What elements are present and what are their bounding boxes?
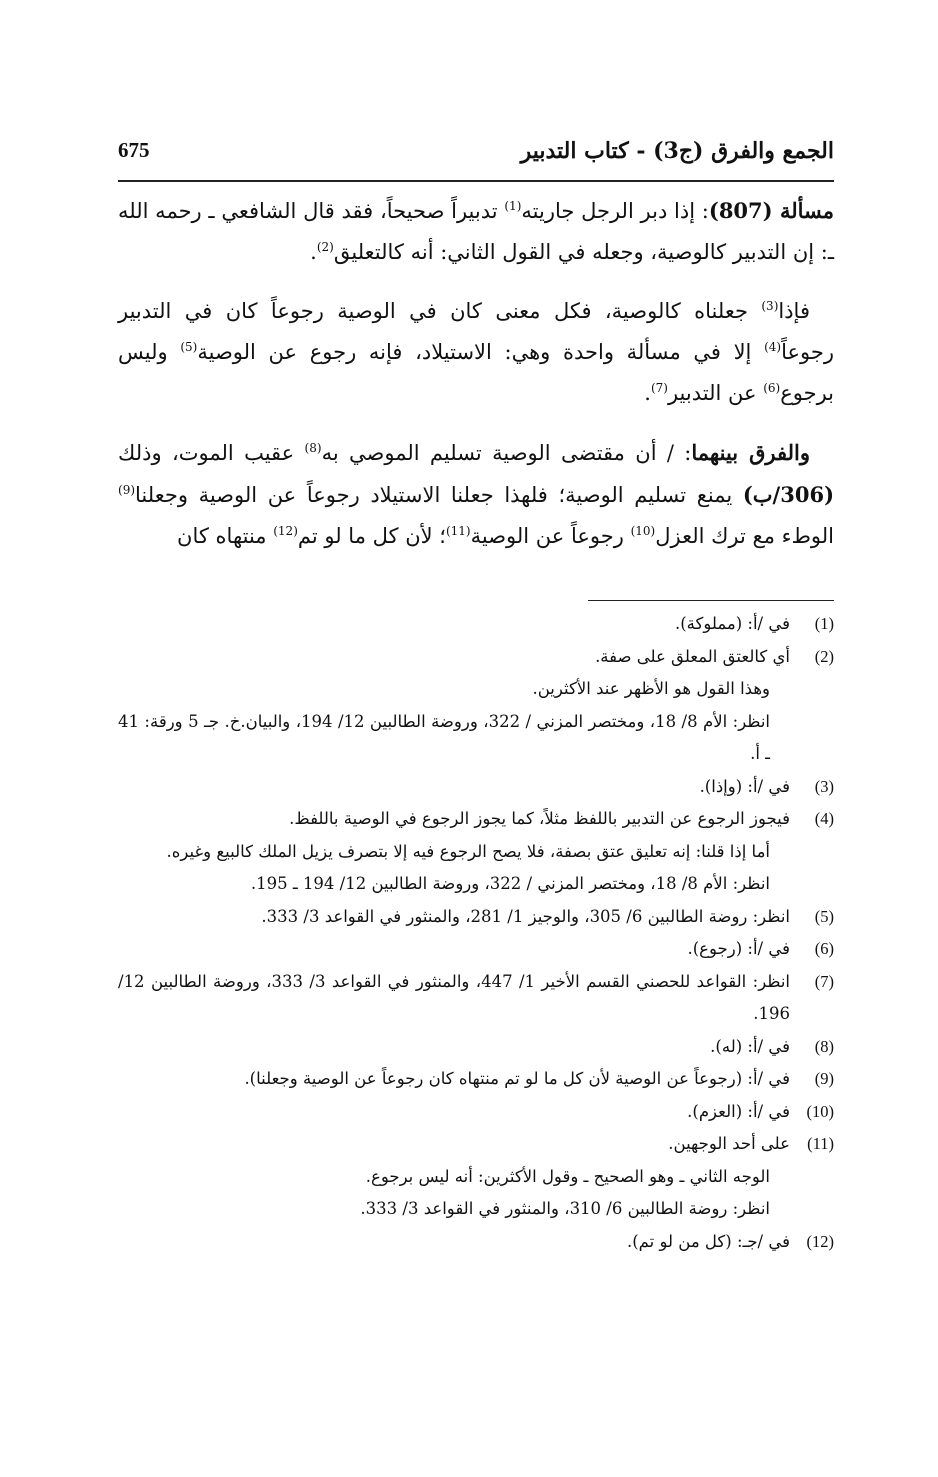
footnote-number: (10) <box>806 1101 834 1121</box>
text-run: وليس برجوع <box>118 340 834 405</box>
footnote-line: في /أ: (له). <box>710 1036 790 1056</box>
footnote <box>118 901 834 934</box>
footnote-ref: (1) <box>504 199 522 213</box>
footnote-ref: (4) <box>764 340 782 354</box>
footnote-line: انظر: روضة الطالبين 6/ 310، والمنثور في القواعد 3/ 333. <box>360 1199 770 1218</box>
text-run: تدبيراً صحيحاً، فقد قال الشافعي ـ رحمه الله ـ: إن التدبير كالوصية، وجعله في القول الثاني: أنه كالتعليق <box>118 199 834 264</box>
text-run: فإذا <box>778 299 810 323</box>
text-run: رجوعاً عن الوصية <box>470 524 631 548</box>
footnote-ref: (5) <box>180 340 198 354</box>
text-run: : إذا دبر الرجل جاريته <box>521 199 709 223</box>
text-run: إلا في مسألة واحدة وهي: الاستيلاد، فإنه رجوع عن الوصية <box>197 340 765 364</box>
footnote-text <box>118 901 790 934</box>
page-number: 675 <box>118 138 150 162</box>
footnote-line: في /أ: (رجوع). <box>687 939 790 958</box>
footnote-number: (8) <box>814 1036 834 1056</box>
text-run: عن التدبير <box>667 381 764 405</box>
footnote-line: انظر: الأم 8/ 18، ومختصر المزني / 322، وروضة الطالبين 12/ 194، والبيان.خ. جـ 5 ورقة: 41 ـ أ. <box>118 711 771 763</box>
footnote-ref: (10) <box>630 524 656 538</box>
footnote <box>118 966 834 1031</box>
footnote-text <box>118 771 790 804</box>
footnote-text <box>118 641 790 771</box>
footnote-ref: (2) <box>316 240 334 254</box>
footnote-text <box>118 1128 790 1226</box>
running-title: الجمع والفرق (ج3) - كتاب التدبير <box>520 138 834 164</box>
footnote-ref: (6) <box>763 381 781 395</box>
footnote <box>118 771 834 804</box>
footnote-number: (3) <box>814 776 834 796</box>
footnote-line: انظر: الأم 8/ 18، ومختصر المزني / 322، وروضة الطالبين 12/ 194 ـ 195. <box>250 874 770 893</box>
text-run: منتهاه كان <box>177 524 274 548</box>
footnote-line: وهذا القول هو الأظهر عند الأكثرين. <box>532 679 770 698</box>
paragraph-will <box>118 291 834 414</box>
footnote-line: انظر: القواعد للحصني القسم الأخير 1/ 447، والمنثور في القواعد 3/ 333، وروضة الطالبين 12/ 196. <box>118 971 791 1023</box>
text-run: . <box>644 381 651 405</box>
footnote <box>118 1226 834 1259</box>
manuscript-folio-marker: (306/ب) <box>742 482 834 507</box>
footnote <box>118 933 834 966</box>
footnote-number: (1) <box>814 614 834 633</box>
footnote-line: في /أ: (العزم). <box>687 1101 790 1121</box>
footnote-ref: (11) <box>445 524 471 538</box>
footnote-line: أي كالعتق المعلق على صفة. <box>595 646 790 666</box>
footnote-line: انظر: روضة الطالبين 6/ 305، والوجيز 1/ 281، والمنثور في القواعد 3/ 333. <box>261 906 790 926</box>
text-run: جعلناه كالوصية، فكل معنى كان في الوصية رجوعاً كان في التدبير رجوعاً <box>118 299 834 364</box>
footnote-line: في /أ: (مملوكة). <box>674 614 790 633</box>
text-run: الوطء مع ترك العزل <box>655 524 834 548</box>
footnote-line: أما إذا قلنا: إنه تعليق عتق بصفة، فلا يصح الرجوع فيه إلا بتصرف يزيل الملك كالبيع وغيره. <box>166 841 770 861</box>
footnote-text <box>118 1226 790 1259</box>
footnote-text <box>118 803 790 901</box>
footnote <box>118 608 834 641</box>
footnote-line: في /أ: (وإذا). <box>699 776 790 796</box>
footnote-number: (4) <box>814 809 834 828</box>
text-run: ؛ لأن كل ما لو تم <box>297 524 446 548</box>
issue-label: مسألة (807) <box>708 198 835 223</box>
footnote-number: (7) <box>814 971 834 991</box>
footnote-number: (11) <box>807 1134 834 1153</box>
text-run: : / أن مقتضى الوصية تسليم الموصي به <box>321 441 692 465</box>
footnote-ref: (8) <box>304 441 322 455</box>
footnote-line: على أحد الوجهين. <box>668 1134 790 1153</box>
footnotes <box>118 608 834 1258</box>
paragraph-lead: والفرق بينهما <box>691 440 810 465</box>
footnote-line: الوجه الثاني ـ وهو الصحيح ـ وقول الأكثرين: أنه ليس برجوع. <box>365 1166 770 1186</box>
footnote-number: (12) <box>806 1231 834 1251</box>
footnote <box>118 803 834 901</box>
header-rule <box>118 180 834 182</box>
footnote <box>118 1128 834 1226</box>
footnote-ref: (12) <box>273 524 298 538</box>
footnote <box>118 1063 834 1096</box>
footnote-text <box>118 1096 790 1129</box>
footnote-ref: (7) <box>650 381 668 395</box>
footnote <box>118 1096 834 1129</box>
footnote <box>118 641 834 771</box>
footnote-number: (2) <box>814 646 834 666</box>
main-text <box>118 190 834 575</box>
footnote-line: في /أ: (رجوعاً عن الوصية لأن كل ما لو تم منتهاه كان رجوعاً عن الوصية وجعلنا). <box>244 1069 790 1088</box>
footnote-number: (6) <box>814 939 834 958</box>
footnote-text <box>118 933 790 966</box>
footnote-number: (9) <box>814 1069 834 1088</box>
footnote-ref: (3) <box>761 299 779 313</box>
text-run: عقيب الموت، وذلك <box>118 441 305 465</box>
footnote-text <box>118 966 790 1031</box>
text-run: . <box>310 240 317 264</box>
footnote-text <box>118 1063 790 1096</box>
footnote-separator <box>588 600 834 601</box>
footnote-line: فيجوز الرجوع عن التدبير باللفظ مثلاً، كما يجوز الرجوع في الوصية باللفظ. <box>289 809 790 828</box>
page-header <box>118 138 834 178</box>
footnote-ref: (9) <box>118 483 136 497</box>
footnote-number: (5) <box>814 906 834 926</box>
paragraph-issue-807 <box>118 190 834 273</box>
text-run: يمنع تسليم الوصية؛ فلهذا جعلنا الاستيلاد رجوعاً عن الوصية وجعلنا <box>135 483 743 507</box>
footnote-text <box>118 608 790 641</box>
footnote-line: في /جـ: (كل من لو تم). <box>626 1231 790 1251</box>
footnote-text <box>118 1031 790 1064</box>
paragraph-difference <box>118 432 834 557</box>
footnote <box>118 1031 834 1064</box>
